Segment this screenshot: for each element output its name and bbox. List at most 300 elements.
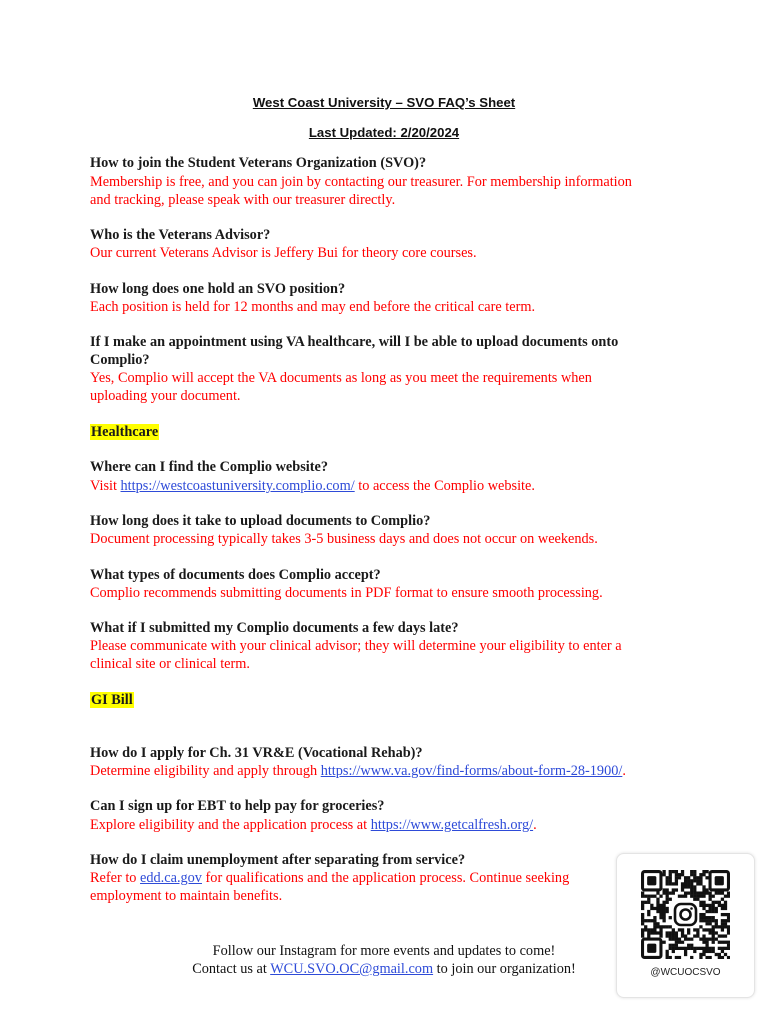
qr-module	[715, 931, 718, 934]
qr-module	[721, 947, 724, 950]
qr-module	[709, 910, 712, 913]
qr-module	[699, 947, 702, 950]
qr-module	[715, 891, 718, 894]
qr-module	[669, 931, 672, 934]
qr-module	[693, 950, 696, 953]
qr-module	[721, 919, 724, 922]
qr-module	[693, 885, 696, 888]
qr-module	[666, 925, 669, 928]
qr-module	[675, 870, 678, 873]
qr-module	[705, 876, 708, 879]
qr-module	[675, 938, 678, 941]
qr-module	[678, 956, 681, 959]
qr-module	[687, 928, 690, 931]
qr-module	[696, 879, 699, 882]
qr-module	[705, 888, 708, 891]
qr-module	[712, 919, 715, 922]
qr-module	[712, 916, 715, 919]
qr-module	[709, 956, 712, 959]
qr-module	[696, 876, 699, 879]
qr-module	[675, 934, 678, 937]
qr-module	[641, 931, 644, 934]
qr-module	[659, 934, 662, 937]
qr-module	[727, 925, 730, 928]
qr-module	[650, 907, 653, 910]
qr-module	[721, 941, 724, 944]
qr-module	[727, 891, 730, 894]
qr-module	[702, 888, 705, 891]
qr-module	[684, 891, 687, 894]
qr-module	[666, 931, 669, 934]
qr-module	[681, 882, 684, 885]
qr-module	[699, 873, 702, 876]
qr-module	[647, 919, 650, 922]
qr-module	[662, 870, 665, 873]
qr-module	[678, 873, 681, 876]
faq-answer-ebt	[90, 816, 690, 834]
faq-answer-va-line1: Yes, Complio will accept the VA documents as long as you meet the requirements when	[90, 370, 592, 386]
complio-link[interactable]: https://westcoastuniversity.complio.com/	[120, 478, 355, 494]
qr-module	[681, 931, 684, 934]
qr-module	[727, 931, 730, 934]
qr-module	[687, 879, 690, 882]
qr-module	[693, 947, 696, 950]
document-title: West Coast University – SVO FAQ’s Sheet	[252, 95, 516, 110]
faq-answer-upload-time: Document processing typically takes 3-5 business days and does not occur on weekends.	[90, 531, 598, 547]
qr-module	[681, 947, 684, 950]
qr-module	[699, 891, 702, 894]
qr-module	[675, 888, 678, 891]
faq-question-position: How long does one hold an SVO position?	[90, 281, 346, 297]
qr-finder-pattern	[643, 939, 661, 957]
qr-module	[715, 901, 718, 904]
qr-module	[656, 931, 659, 934]
qr-code	[641, 870, 730, 959]
qr-module	[684, 953, 687, 956]
qr-module	[666, 891, 669, 894]
qr-finder-pattern	[710, 872, 728, 890]
faq-answer-late-line1: Please communicate with your clinical advisor; they will determine your eligibility to enter a	[90, 638, 622, 654]
qr-module	[644, 895, 647, 898]
faq-answer-join-line1: Membership is free, and you can join by contacting our treasurer. For membership information	[90, 174, 632, 190]
qr-module	[724, 934, 727, 937]
qr-module	[693, 873, 696, 876]
qr-module	[678, 928, 681, 931]
qr-module	[675, 876, 678, 879]
qr-module	[718, 956, 721, 959]
qr-module	[681, 934, 684, 937]
qr-module	[709, 931, 712, 934]
qr-module	[705, 870, 708, 873]
qr-module	[647, 928, 650, 931]
qr-module	[702, 870, 705, 873]
qr-module	[690, 885, 693, 888]
qr-module	[656, 891, 659, 894]
qr-module	[727, 944, 730, 947]
qr-module	[669, 944, 672, 947]
qr-module	[647, 898, 650, 901]
qr-module	[724, 901, 727, 904]
section-heading-healthcare: Healthcare	[91, 424, 159, 440]
answer-text: .	[533, 817, 537, 833]
qr-module	[659, 904, 662, 907]
qr-module	[690, 947, 693, 950]
faq-question-late: What if I submitted my Complio documents a few days late?	[90, 620, 459, 636]
qr-module	[709, 919, 712, 922]
qr-module	[672, 950, 675, 953]
qr-module	[721, 913, 724, 916]
qr-module	[702, 953, 705, 956]
qr-module	[696, 931, 699, 934]
qr-module	[666, 879, 669, 882]
qr-module	[681, 928, 684, 931]
qr-module	[693, 879, 696, 882]
qr-module	[662, 888, 665, 891]
qr-module	[666, 882, 669, 885]
qr-module	[705, 919, 708, 922]
qr-module	[693, 891, 696, 894]
qr-module	[696, 928, 699, 931]
qr-module	[721, 956, 724, 959]
qr-module	[699, 919, 702, 922]
qr-module	[662, 925, 665, 928]
qr-module	[718, 904, 721, 907]
qr-module	[718, 947, 721, 950]
qr-module	[669, 956, 672, 959]
qr-module	[702, 947, 705, 950]
qr-module	[662, 904, 665, 907]
qr-module	[690, 870, 693, 873]
qr-module	[715, 922, 718, 925]
qr-module	[705, 944, 708, 947]
qr-module	[705, 938, 708, 941]
qr-module	[699, 901, 702, 904]
qr-module	[681, 870, 684, 873]
qr-module	[650, 919, 653, 922]
faq-question-doc-types: What types of documents does Complio accept?	[90, 567, 381, 583]
qr-module	[641, 919, 644, 922]
qr-module	[693, 895, 696, 898]
qr-module	[666, 898, 669, 901]
qr-module	[712, 950, 715, 953]
qr-module	[681, 888, 684, 891]
faq-answer-advisor: Our current Veterans Advisor is Jeffery Bui for theory core courses.	[90, 245, 477, 261]
qr-module	[641, 934, 644, 937]
qr-module	[721, 925, 724, 928]
qr-module	[690, 891, 693, 894]
qr-module	[669, 938, 672, 941]
qr-module	[724, 913, 727, 916]
qr-module	[684, 876, 687, 879]
qr-module	[650, 904, 653, 907]
qr-module	[705, 928, 708, 931]
qr-module	[696, 898, 699, 901]
qr-module	[690, 879, 693, 882]
qr-module	[656, 898, 659, 901]
faq-question-advisor: Who is the Veterans Advisor?	[90, 227, 271, 243]
qr-module	[693, 870, 696, 873]
qr-module	[709, 895, 712, 898]
calfresh-link[interactable]: https://www.getcalfresh.org/	[370, 817, 534, 833]
qr-module	[709, 938, 712, 941]
qr-module	[693, 928, 696, 931]
qr-module	[702, 895, 705, 898]
qr-module	[715, 925, 718, 928]
qr-module	[687, 876, 690, 879]
qr-module	[641, 891, 644, 894]
qr-module	[672, 938, 675, 941]
qr-module	[666, 895, 669, 898]
qr-module	[699, 938, 702, 941]
qr-module	[653, 922, 656, 925]
qr-module	[669, 870, 672, 873]
qr-module	[662, 916, 665, 919]
qr-module	[724, 904, 727, 907]
qr-module	[693, 898, 696, 901]
qr-module	[666, 950, 669, 953]
qr-module	[709, 891, 712, 894]
qr-module	[712, 907, 715, 910]
footer-text: to join our organization!	[433, 961, 576, 977]
section-heading-gi-bill: GI Bill	[91, 692, 133, 708]
qr-module	[675, 947, 678, 950]
qr-module	[709, 898, 712, 901]
answer-text: Visit	[90, 478, 121, 494]
qr-module	[653, 919, 656, 922]
qr-module	[727, 895, 730, 898]
qr-module	[641, 928, 644, 931]
faq-answer-complio-site	[90, 477, 690, 495]
qr-module	[659, 925, 662, 928]
qr-module	[669, 947, 672, 950]
qr-module	[641, 895, 644, 898]
instagram-handle: @WCUOCSVO	[650, 967, 721, 978]
qr-module	[724, 922, 727, 925]
faq-question-unemployment: How do I claim unemployment after separating from service?	[90, 852, 466, 868]
instagram-icon	[673, 902, 698, 927]
qr-module	[721, 891, 724, 894]
qr-module	[641, 901, 644, 904]
qr-module	[705, 941, 708, 944]
faq-answer-join-line2: and tracking, please speak with our treasurer directly.	[90, 192, 396, 208]
qr-module	[662, 907, 665, 910]
qr-module	[684, 895, 687, 898]
qr-module	[715, 953, 718, 956]
qr-module	[659, 895, 662, 898]
qr-module	[647, 913, 650, 916]
qr-module	[666, 901, 669, 904]
qr-module	[727, 947, 730, 950]
qr-module	[675, 873, 678, 876]
qr-module	[666, 876, 669, 879]
qr-module	[690, 895, 693, 898]
qr-module	[715, 907, 718, 910]
qr-module	[709, 916, 712, 919]
va-form-link[interactable]: https://www.va.gov/find-forms/about-form-28-1900/	[320, 763, 623, 779]
qr-module	[662, 910, 665, 913]
qr-module	[644, 901, 647, 904]
faq-answer-va-line2: uploading your document.	[90, 388, 241, 404]
faq-question-va-line1: If I make an appointment using VA healthcare, will I be able to upload documents onto	[90, 334, 619, 350]
answer-text: Determine eligibility and apply through	[90, 763, 321, 779]
qr-module	[712, 931, 715, 934]
qr-module	[675, 879, 678, 882]
qr-module	[702, 941, 705, 944]
faq-answer-unemployment-line1	[90, 869, 610, 887]
answer-text: Explore eligibility and the application process at	[90, 817, 371, 833]
edd-link[interactable]: edd.ca.gov	[140, 870, 202, 886]
qr-module	[712, 928, 715, 931]
qr-module	[659, 907, 662, 910]
qr-module	[705, 910, 708, 913]
qr-module	[712, 901, 715, 904]
qr-module	[659, 913, 662, 916]
qr-module	[721, 934, 724, 937]
qr-module	[721, 907, 724, 910]
qr-module	[656, 922, 659, 925]
contact-email-link[interactable]: WCU.SVO.OC@gmail.com	[270, 961, 434, 977]
faq-question-upload-time: How long does it take to upload documents to Complio?	[90, 513, 431, 529]
qr-module	[672, 934, 675, 937]
qr-module	[684, 938, 687, 941]
qr-module	[681, 873, 684, 876]
qr-module	[641, 916, 644, 919]
qr-module	[647, 901, 650, 904]
qr-module	[699, 956, 702, 959]
qr-module	[666, 888, 669, 891]
qr-module	[724, 941, 727, 944]
qr-module	[702, 913, 705, 916]
qr-module	[687, 931, 690, 934]
qr-module	[687, 882, 690, 885]
qr-module	[669, 882, 672, 885]
qr-module	[702, 950, 705, 953]
qr-module	[644, 919, 647, 922]
faq-question-complio-site: Where can I find the Complio website?	[90, 459, 329, 475]
qr-module	[712, 910, 715, 913]
qr-module	[705, 947, 708, 950]
qr-module	[687, 947, 690, 950]
qr-module	[699, 925, 702, 928]
qr-module	[705, 891, 708, 894]
qr-module	[709, 904, 712, 907]
qr-module	[690, 882, 693, 885]
qr-module	[699, 876, 702, 879]
qr-module	[681, 941, 684, 944]
qr-module	[699, 895, 702, 898]
qr-module	[675, 956, 678, 959]
qr-module	[669, 916, 672, 919]
qr-module	[656, 901, 659, 904]
qr-module	[681, 885, 684, 888]
qr-module	[669, 876, 672, 879]
qr-module	[705, 922, 708, 925]
faq-answer-unemployment-line2: employment to maintain benefits.	[90, 888, 283, 904]
qr-module	[653, 916, 656, 919]
qr-module	[675, 882, 678, 885]
qr-module	[699, 953, 702, 956]
qr-module	[702, 904, 705, 907]
qr-module	[659, 931, 662, 934]
qr-module	[662, 873, 665, 876]
qr-module	[696, 947, 699, 950]
qr-module	[675, 941, 678, 944]
qr-module	[712, 941, 715, 944]
faq-answer-position: Each position is held for 12 months and may end before the critical care term.	[90, 299, 536, 315]
footer-text: Contact us at	[192, 961, 271, 977]
qr-module	[721, 950, 724, 953]
qr-module	[702, 907, 705, 910]
qr-module	[718, 891, 721, 894]
qr-module	[672, 928, 675, 931]
qr-module	[647, 910, 650, 913]
qr-module	[718, 925, 721, 928]
qr-module	[672, 870, 675, 873]
faq-question-join: How to join the Student Veterans Organization (SVO)?	[90, 155, 427, 171]
qr-module	[672, 947, 675, 950]
qr-module	[684, 882, 687, 885]
qr-module	[690, 956, 693, 959]
qr-module	[724, 895, 727, 898]
qr-module	[727, 928, 730, 931]
qr-module	[690, 873, 693, 876]
qr-module	[647, 931, 650, 934]
qr-module	[669, 891, 672, 894]
qr-module	[702, 885, 705, 888]
qr-module	[647, 895, 650, 898]
qr-module	[699, 882, 702, 885]
qr-module	[672, 882, 675, 885]
qr-module	[693, 876, 696, 879]
qr-module	[699, 913, 702, 916]
qr-module	[702, 891, 705, 894]
qr-module	[650, 895, 653, 898]
qr-module	[696, 882, 699, 885]
qr-module	[712, 925, 715, 928]
qr-module	[644, 925, 647, 928]
qr-module	[672, 891, 675, 894]
qr-module	[641, 904, 644, 907]
faq-answer-vre	[90, 762, 690, 780]
qr-module	[659, 916, 662, 919]
qr-module	[684, 879, 687, 882]
qr-module	[724, 919, 727, 922]
qr-module	[641, 907, 644, 910]
qr-module	[687, 938, 690, 941]
qr-module	[669, 934, 672, 937]
qr-module	[666, 910, 669, 913]
qr-module	[699, 879, 702, 882]
qr-module	[684, 885, 687, 888]
qr-module	[709, 928, 712, 931]
qr-module	[721, 928, 724, 931]
qr-module	[659, 928, 662, 931]
qr-module	[718, 941, 721, 944]
faq-question-vre: How do I apply for Ch. 31 VR&E (Vocational Rehab)?	[90, 745, 423, 761]
qr-module	[669, 925, 672, 928]
qr-module	[705, 916, 708, 919]
qr-module	[702, 916, 705, 919]
qr-module	[666, 934, 669, 937]
qr-module	[650, 928, 653, 931]
qr-module	[727, 913, 730, 916]
qr-module	[721, 904, 724, 907]
qr-module	[675, 931, 678, 934]
qr-module	[653, 928, 656, 931]
qr-module	[718, 953, 721, 956]
qr-module	[709, 922, 712, 925]
qr-module	[656, 907, 659, 910]
